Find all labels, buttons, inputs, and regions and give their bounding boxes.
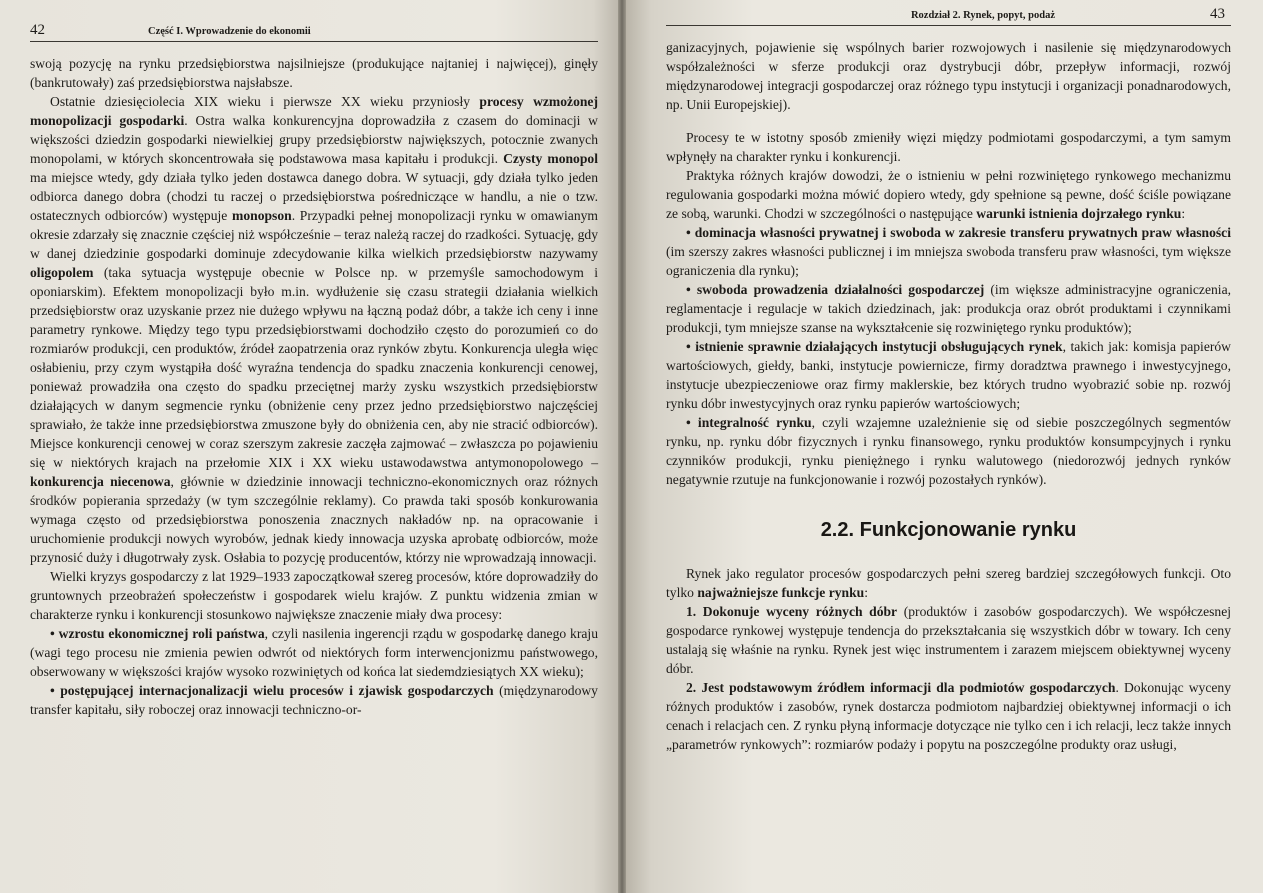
text-run: Procesy te w istotny sposób zmieniły więzi między podmiotami gospodarczymi, a tym samym wpłynęły na charakter rynku i konkurencji. <box>666 130 1231 164</box>
right-page <box>626 0 1263 893</box>
paragraph <box>666 223 1231 280</box>
right-page-body-top <box>666 38 1231 489</box>
paragraph <box>666 337 1231 413</box>
paragraph <box>666 602 1231 678</box>
text-run: Ostatnie dziesięciolecia XIX wieku i pierwsze XX wieku przyniosły <box>50 94 480 109</box>
text-run: (produktów i zasobów gospodarczych). We współczesnej gospodarce rynkowej występuje tendencja do przekształcania się wszystkich dóbr w towary. Ich ceny ustalają się właśnie na rynku. Rynek jest więc instrumentem i zarazem miejscem obiektywnej wyceny dóbr. <box>666 604 1232 676</box>
bold-term: najważniejsze funkcje rynku <box>697 585 865 600</box>
paragraph <box>666 564 1231 602</box>
section-heading: 2.2. Funkcjonowanie rynku <box>820 519 1077 541</box>
paragraph <box>30 54 598 92</box>
text-run: , takich jak: komisja papierów wartościowych, giełdy, banki, instytucje powiernicze, firmy doradztwa prawnego i inwestycyjnego, instytucje ubezpieczeniowe oraz firmy maklerskie, bez których trudno wyobrazić sobie np. rozwój rynku dóbr inwestycyjnych oraz rynku papierów wartościowych; <box>666 339 1232 411</box>
text-run: (taka sytuacja występuje obecnie w Polsce np. w przemyśle samochodowym i oponiarskim). Efektem monopolizacji było m.in. wydłużenie się czasu strategii działania wielkich przedsiębiorstw oraz uzyskanie przez nie dużego wpływu na łączną podaż dóbr, a także ich ceny i inne parametry rynkowe. Między tego typu przedsiębiorstwami dochodziło często do porozumień co do rozmiarów produkcji, cen produktów, źródeł zaopatrzenia oraz rynków zbytu. Konkurencja uległa więc osłabieniu, przy czym wystąpiła dość wyraźna tendencja do spadku znaczenia konkurencji cenowej, ponieważ prowadziła ona często do spadku przeciętnej marży zysku wszystkich przedsiębiorstw działających w danym segmencie rynku (obniżenie ceny przez jedno przedsiębiorstwo najczęściej sprawiało, że także inne przedsiębiorstwa zmuszone były do obniżenia cen, aby nie stracić odbiorców). Miejsce konkurencji cenowej w coraz szerszym zakresie zaczęła zajmować – zwłaszcza po pojawieniu się w niektórych krajach na przełomie XIX i XX wieku ustawodawstwa antymonopolowego – <box>30 265 598 470</box>
bold-term: • istnienie sprawnie działających instytucji obsługujących rynek <box>686 339 1063 354</box>
bold-term: konkurencja niecenowa <box>30 474 171 489</box>
text-run: : <box>1181 206 1186 221</box>
text-run: , czyli nasilenia ingerencji rządu w gospodarkę danego kraju (wagi tego procesu nie zmienia pewien odwrót od niektórych form interwencjonizmu państwowego, obserwowany w większości krajów wysoko rozwiniętych od końca lat siedemdziesiątych XX wieku); <box>30 626 598 679</box>
bold-term: 2. Jest podstawowym źródłem informacji dla podmiotów gospodarczych <box>686 680 1116 695</box>
text-run: Praktyka różnych krajów dowodzi, że o istnieniu w pełni rozwiniętego rynkowego mechanizmu regulowania gospodarki można mówić dopiero wtedy, gdy spełnione są pewne, dość ściśle powiązane ze sobą, warunki. Chodzi w szczególności o następujące <box>666 168 1231 221</box>
paragraph <box>30 624 598 681</box>
bold-term: • postępującej internacjonalizacji wielu procesów i zjawisk gospodarczych <box>50 683 494 698</box>
text-run: , głównie w dziedzinie innowacji techniczno-ekonomicznych oraz różnych środków popierania sprzedaży (w tym szczególnie reklamy). Co prawda taki sposób konkurowania wymaga często od przedsiębiorstwa ponoszenia znacznych nakładów np. na opracowanie i uruchomienie produkcji nowych wyrobów, jednak kiedy innowacja uzyska aprobatę odbiorców, może przynosić duży i długotrwały zysk. Osłabia to pozycję producentów, którzy nie wprowadzają innowacji. <box>30 474 598 565</box>
left-page-body <box>30 54 598 719</box>
page-number-right: 43 <box>1210 6 1225 22</box>
text-run: . Ostra walka konkurencyjna doprowadziła z czasem do dominacji w większości dziedzin gospodarki niewielkiej grupy przedsiębiorstw największych, potocznie zwanych monopolami, w których skoncentrowała się podstawowa masa kapitału i produkcji. <box>30 113 598 166</box>
paragraph <box>666 678 1231 754</box>
paragraph <box>30 92 598 567</box>
text-run: (im szerszy zakres własności publicznej i im mniejsza swoboda transferu praw własności, tym większe ograniczenia dla rynku); <box>666 244 1231 278</box>
text-run: ganizacyjnych, pojawienie się wspólnych barier rozwojowych i nasilenie się międzynarodowych współzależności w sferze produkcji oraz dystrybucji dóbr, przepływ informacji, rozwój międzynarodowej integracji gospodarczej oraz różnego typu instytucji i organizacji ponadnarodowych, np. Unii Europejskiej). <box>666 40 1231 112</box>
text-run: Wielki kryzys gospodarczy z lat 1929–1933 zapoczątkował szereg procesów, które doprowadziły do gruntownych przeobrażeń społeczeństw i gospodarek wielu krajów. Z punktu widzenia zmian w charakterze rynku i konkurencji stosunkowo największe znaczenie miały dwa procesy: <box>30 569 598 622</box>
running-head-right: Rozdział 2. Rynek, popyt, podaż <box>910 10 1055 21</box>
paragraph <box>30 567 598 624</box>
right-page-body-bottom <box>666 564 1231 754</box>
bold-term: • integralność rynku <box>686 415 812 430</box>
text-run: . Przypadki pełnej monopolizacji rynku w omawianym okresie zdarzały się znacznie częściej niż współcześnie – teraz należą raczej do rzadkości. Sytuację, gdy w danej dziedzinie gospodarki dominuje zdecydowanie kilka wielkich przedsiębiorstw nazywamy <box>30 208 598 261</box>
bold-term: • wzrostu ekonomicznej roli państwa <box>50 626 265 641</box>
left-page <box>0 0 618 893</box>
left-page-header <box>30 22 598 42</box>
text-run: Rynek jako regulator procesów gospodarczych pełni szereg bardziej szczegółowych funkcji. Oto tylko <box>666 566 1231 600</box>
paragraph <box>666 280 1231 337</box>
bold-term: • dominacja własności prywatnej i swoboda w zakresie transferu prywatnych praw własności <box>686 225 1231 240</box>
text-run: (międzynarodowy transfer kapitału, siły roboczej oraz innowacji techniczno-or- <box>30 683 598 717</box>
text-run: . Dokonując wyceny różnych produktów i zasobów, rynek dostarcza podmiotom najbardziej obiektywnej informacji o ich cenach i relacjach cen. Z rynku płyną informacje dotyczące nie tylko cen i ich relacji, lecz także innych „parametrów rynkowych”: rozmiarów podaży i popytu na poszczególne produkty oraz usługi, <box>666 680 1232 752</box>
page-number-left: 42 <box>30 22 45 38</box>
paragraph <box>666 128 1231 166</box>
running-head-left: Część I. Wprowadzenie do ekonomii <box>148 26 311 37</box>
bold-term: 1. Dokonuje wyceny różnych dóbr <box>686 604 898 619</box>
text-run: swoją pozycję na rynku przedsiębiorstwa najsilniejsze (produkujące najtaniej i najwięcej), ginęły (bankrutowały) zaś przedsiębiorstwa najsłabsze. <box>30 56 598 90</box>
text-run: ma miejsce wtedy, gdy działa tylko jeden dostawca danego dobra. W sytuacji, gdy działa tylko jeden odbiorca danego dobra (chodzi tu raczej o przedsiębiorstwa pośredniczące w handlu, a nie o tzw. ostatecznych odbiorców) występuje <box>30 170 598 223</box>
bold-term: warunki istnienia dojrzałego rynku <box>976 206 1182 221</box>
bold-term: oligopolem <box>30 265 94 280</box>
text-run: : <box>864 585 869 600</box>
paragraph <box>666 166 1231 223</box>
right-page-header <box>666 6 1231 26</box>
bold-term: monopson <box>232 208 292 223</box>
paragraph <box>666 413 1231 489</box>
bold-term: • swoboda prowadzenia działalności gospodarczej <box>686 282 985 297</box>
text-run: (im większe administracyjne ograniczenia, reglamentacje i regulacje w takich dziedzinach, jak: produkcja oraz obrót produktami i czynnikami produkcji, tym mniejsze szanse na wykształcenie się rozwiniętego rynku produktów); <box>666 282 1232 335</box>
bold-term: procesy wzmożonej monopolizacji gospodarki <box>30 94 598 128</box>
text-run: , czyli wzajemne uzależnienie się od siebie poszczególnych segmentów rynku, np. rynku dóbr fizycznych i rynku finansowego, rynku produktów konsumpcyjnych i rynku czynników produkcji, rynku pieniężnego i rynku walutowego (niedorozwój jednych rynków negatywnie rzutuje na funkcjonowanie i rozwój pozostałych rynków). <box>666 415 1231 487</box>
paragraph <box>666 38 1231 114</box>
paragraph <box>30 681 598 719</box>
book-gutter <box>618 0 626 893</box>
bold-term: Czysty monopol <box>503 151 598 166</box>
